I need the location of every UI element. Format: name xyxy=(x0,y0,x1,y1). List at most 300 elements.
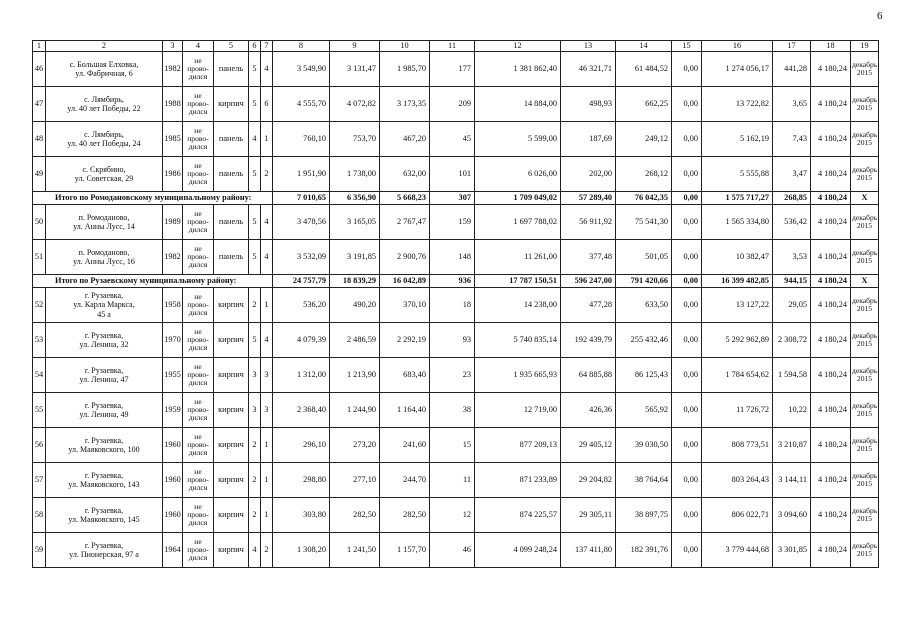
table-cell: 498,93 xyxy=(561,87,616,122)
table-cell: 47 xyxy=(33,87,46,122)
address-cell: г. Рузаевка, ул. Карла Маркса, 45 а xyxy=(46,288,163,323)
column-number-cell: 12 xyxy=(475,41,561,52)
column-number-cell: 17 xyxy=(773,41,811,52)
table-cell: 46 xyxy=(33,52,46,87)
table-cell: 75 541,30 xyxy=(616,205,672,240)
table-cell: 0,00 xyxy=(672,87,702,122)
table-cell: 5 xyxy=(249,87,261,122)
table-row xyxy=(33,240,879,275)
table-cell: 4 180,24 xyxy=(811,122,851,157)
column-number-row xyxy=(33,41,879,52)
table-cell: 2 xyxy=(249,463,261,498)
table-cell: кирпич xyxy=(214,463,249,498)
column-number-cell: 8 xyxy=(273,41,330,52)
table-cell: 137 411,80 xyxy=(561,533,616,568)
table-cell: 377,48 xyxy=(561,240,616,275)
table-cell: 58 xyxy=(33,498,46,533)
table-cell: 3 xyxy=(261,393,273,428)
table-cell: 53 xyxy=(33,323,46,358)
table-cell: 148 xyxy=(430,240,475,275)
table-cell: 12 719,00 xyxy=(475,393,561,428)
table-cell: 5 740 835,14 xyxy=(475,323,561,358)
table-cell: панель xyxy=(214,52,249,87)
table-cell: 1 241,50 xyxy=(330,533,380,568)
table-row xyxy=(33,498,879,533)
table-cell: 6 026,00 xyxy=(475,157,561,192)
table-cell: 4 180,24 xyxy=(811,288,851,323)
table-cell: 1986 xyxy=(163,157,183,192)
table-cell: 0,00 xyxy=(672,498,702,533)
table-cell: 2 xyxy=(261,533,273,568)
table-cell: 467,20 xyxy=(380,122,430,157)
table-cell: 2 xyxy=(249,428,261,463)
table-cell: 1 308,20 xyxy=(273,533,330,568)
table-cell: 38 897,75 xyxy=(616,498,672,533)
table-row xyxy=(33,358,879,393)
table-cell: 56 xyxy=(33,428,46,463)
table-cell: не прово- дился xyxy=(183,323,214,358)
table-cell: 10 382,47 xyxy=(702,240,773,275)
table-cell: 4 079,39 xyxy=(273,323,330,358)
table-cell: декабрь 2015 xyxy=(851,533,879,568)
total-cell: 0,00 xyxy=(672,275,702,288)
table-cell: кирпич xyxy=(214,323,249,358)
table-cell: 3 173,35 xyxy=(380,87,430,122)
total-cell: 4 180,24 xyxy=(811,275,851,288)
table-cell: 3 532,09 xyxy=(273,240,330,275)
table-cell: 5 292 962,89 xyxy=(702,323,773,358)
table-cell: 61 484,52 xyxy=(616,52,672,87)
table-cell: 4 180,24 xyxy=(811,393,851,428)
table-cell: 282,50 xyxy=(330,498,380,533)
table-cell: 38 764,64 xyxy=(616,463,672,498)
table-cell: 4 180,24 xyxy=(811,52,851,87)
table-cell: 29 405,12 xyxy=(561,428,616,463)
address-cell: г. Рузаевка, ул. Пионерская, 97 а xyxy=(46,533,163,568)
table-cell: 4 180,24 xyxy=(811,240,851,275)
table-cell: 48 xyxy=(33,122,46,157)
table-cell: декабрь 2015 xyxy=(851,358,879,393)
table-cell: 1 594,58 xyxy=(773,358,811,393)
column-number-cell: 6 xyxy=(249,41,261,52)
table-cell: 249,12 xyxy=(616,122,672,157)
table-cell: 209 xyxy=(430,87,475,122)
address-cell: г. Рузаевка, ул. Ленина, 49 xyxy=(46,393,163,428)
total-cell: 24 757,79 xyxy=(273,275,330,288)
table-cell: 38 xyxy=(430,393,475,428)
table-cell: 3 xyxy=(249,393,261,428)
housing-repair-table xyxy=(32,40,879,568)
table-cell: 1 784 654,62 xyxy=(702,358,773,393)
table-cell: 5 599,00 xyxy=(475,122,561,157)
table-cell: 11 726,72 xyxy=(702,393,773,428)
table-cell: 877 209,13 xyxy=(475,428,561,463)
table-cell: панель xyxy=(214,157,249,192)
table-cell: 4 180,24 xyxy=(811,205,851,240)
table-cell: 11 261,00 xyxy=(475,240,561,275)
table-cell: 2 308,72 xyxy=(773,323,811,358)
table-cell: 536,20 xyxy=(273,288,330,323)
table-cell: 0,00 xyxy=(672,205,702,240)
column-number-cell: 4 xyxy=(183,41,214,52)
table-cell: 3 131,47 xyxy=(330,52,380,87)
table-cell: 370,10 xyxy=(380,288,430,323)
table-cell: 3 191,85 xyxy=(330,240,380,275)
table-cell: 86 125,43 xyxy=(616,358,672,393)
table-cell: 1 951,90 xyxy=(273,157,330,192)
table-body xyxy=(33,41,879,568)
table-cell: 7,43 xyxy=(773,122,811,157)
column-number-cell: 16 xyxy=(702,41,773,52)
table-cell: декабрь 2015 xyxy=(851,463,879,498)
total-cell: 0,00 xyxy=(672,192,702,205)
table-cell: 3 478,56 xyxy=(273,205,330,240)
table-cell: не прово- дился xyxy=(183,288,214,323)
table-cell: 5 xyxy=(249,205,261,240)
table-cell: 52 xyxy=(33,288,46,323)
column-number-cell: 15 xyxy=(672,41,702,52)
table-cell: не прово- дился xyxy=(183,157,214,192)
table-cell: 1970 xyxy=(163,323,183,358)
table-cell: не прово- дился xyxy=(183,122,214,157)
table-cell: 4 180,24 xyxy=(811,498,851,533)
table-row xyxy=(33,428,879,463)
address-cell: с. Большая Елховка, ул. Фабричная, 6 xyxy=(46,52,163,87)
table-cell: 4 xyxy=(249,533,261,568)
address-cell: с. Скрябино, ул. Советская, 29 xyxy=(46,157,163,192)
table-cell: 0,00 xyxy=(672,122,702,157)
table-cell: 55 xyxy=(33,393,46,428)
table-cell: 3 549,90 xyxy=(273,52,330,87)
table-cell: декабрь 2015 xyxy=(851,393,879,428)
table-cell: 536,42 xyxy=(773,205,811,240)
table-cell: 803 264,43 xyxy=(702,463,773,498)
table-cell: 4 xyxy=(249,122,261,157)
table-cell: 633,50 xyxy=(616,288,672,323)
table-cell: 268,12 xyxy=(616,157,672,192)
table-cell: 46 321,71 xyxy=(561,52,616,87)
table-row xyxy=(33,52,879,87)
table-cell: 5 xyxy=(249,52,261,87)
table-cell: 1 xyxy=(261,428,273,463)
total-cell: 57 289,40 xyxy=(561,192,616,205)
table-cell: 0,00 xyxy=(672,358,702,393)
table-cell: 662,25 xyxy=(616,87,672,122)
column-number-cell: 7 xyxy=(261,41,273,52)
total-cell: 1 575 717,27 xyxy=(702,192,773,205)
table-cell: 4 180,24 xyxy=(811,463,851,498)
table-cell: 3,65 xyxy=(773,87,811,122)
table-cell: 753,70 xyxy=(330,122,380,157)
table-cell: 12 xyxy=(430,498,475,533)
table-cell: кирпич xyxy=(214,358,249,393)
table-cell: 15 xyxy=(430,428,475,463)
table-cell: 1964 xyxy=(163,533,183,568)
column-number-cell: 14 xyxy=(616,41,672,52)
table-cell: 192 439,79 xyxy=(561,323,616,358)
total-cell: X xyxy=(851,192,879,205)
table-cell: 4 xyxy=(261,52,273,87)
table-cell: декабрь 2015 xyxy=(851,323,879,358)
table-cell: 3 165,05 xyxy=(330,205,380,240)
table-cell: 244,70 xyxy=(380,463,430,498)
table-cell: декабрь 2015 xyxy=(851,52,879,87)
table-cell: кирпич xyxy=(214,498,249,533)
table-cell: 4 180,24 xyxy=(811,358,851,393)
table-cell: 45 xyxy=(430,122,475,157)
table-cell: 806 022,71 xyxy=(702,498,773,533)
table-cell: 14 238,00 xyxy=(475,288,561,323)
table-cell: 1 244,90 xyxy=(330,393,380,428)
table-cell: 3 301,85 xyxy=(773,533,811,568)
table-cell: 14 884,00 xyxy=(475,87,561,122)
table-cell: 29 305,11 xyxy=(561,498,616,533)
table-cell: 39 030,50 xyxy=(616,428,672,463)
address-cell: г. Рузаевка, ул. Маяковского, 100 xyxy=(46,428,163,463)
total-cell: 76 042,35 xyxy=(616,192,672,205)
table-cell: 59 xyxy=(33,533,46,568)
table-cell: 871 233,89 xyxy=(475,463,561,498)
table-cell: 2 xyxy=(249,498,261,533)
table-cell: 1988 xyxy=(163,87,183,122)
column-number-cell: 2 xyxy=(46,41,163,52)
table-cell: 3,47 xyxy=(773,157,811,192)
table-cell: 49 xyxy=(33,157,46,192)
table-cell: 4 099 248,24 xyxy=(475,533,561,568)
table-row xyxy=(33,288,879,323)
table-row xyxy=(33,205,879,240)
table-cell: кирпич xyxy=(214,533,249,568)
district-total-row xyxy=(33,192,879,205)
table-cell: 282,50 xyxy=(380,498,430,533)
table-cell: 10,22 xyxy=(773,393,811,428)
table-cell: 23 xyxy=(430,358,475,393)
table-cell: 1 738,00 xyxy=(330,157,380,192)
table-cell: 0,00 xyxy=(672,52,702,87)
table-cell: 298,80 xyxy=(273,463,330,498)
table-cell: не прово- дился xyxy=(183,52,214,87)
table-cell: 3 779 444,68 xyxy=(702,533,773,568)
table-row xyxy=(33,87,879,122)
table-cell: 159 xyxy=(430,205,475,240)
table-cell: 273,20 xyxy=(330,428,380,463)
table-cell: 565,92 xyxy=(616,393,672,428)
table-cell: 46 xyxy=(430,533,475,568)
column-number-cell: 19 xyxy=(851,41,879,52)
table-cell: 4 072,82 xyxy=(330,87,380,122)
table-cell: 3 xyxy=(261,358,273,393)
table-cell: 93 xyxy=(430,323,475,358)
table-cell: 1955 xyxy=(163,358,183,393)
table-cell: 4 xyxy=(261,240,273,275)
table-cell: 4 xyxy=(261,323,273,358)
table-cell: 13 722,82 xyxy=(702,87,773,122)
total-cell: 944,15 xyxy=(773,275,811,288)
table-cell: декабрь 2015 xyxy=(851,122,879,157)
column-number-cell: 10 xyxy=(380,41,430,52)
table-cell: декабрь 2015 xyxy=(851,240,879,275)
total-cell: 936 xyxy=(430,275,475,288)
table-cell: 3 xyxy=(249,358,261,393)
table-cell: 3 144,11 xyxy=(773,463,811,498)
column-number-cell: 3 xyxy=(163,41,183,52)
table-cell: 760,10 xyxy=(273,122,330,157)
table-cell: 2 xyxy=(249,288,261,323)
address-cell: с. Лямбирь, ул. 40 лет Победы, 22 xyxy=(46,87,163,122)
table-cell: 1958 xyxy=(163,288,183,323)
table-cell: 202,00 xyxy=(561,157,616,192)
table-cell: 0,00 xyxy=(672,533,702,568)
table-cell: 2 xyxy=(261,157,273,192)
table-cell: 1960 xyxy=(163,463,183,498)
table-cell: 0,00 xyxy=(672,463,702,498)
table-cell: 808 773,51 xyxy=(702,428,773,463)
table-cell: 1982 xyxy=(163,52,183,87)
table-cell: не прово- дился xyxy=(183,428,214,463)
table-cell: декабрь 2015 xyxy=(851,205,879,240)
total-cell: 5 668,23 xyxy=(380,192,430,205)
page-number: 6 xyxy=(877,10,883,22)
table-cell: 1 xyxy=(261,463,273,498)
total-cell: 4 180,24 xyxy=(811,192,851,205)
table-cell: 2 767,47 xyxy=(380,205,430,240)
table-cell: 4 180,24 xyxy=(811,87,851,122)
table-row xyxy=(33,323,879,358)
table-cell: панель xyxy=(214,240,249,275)
table-cell: 632,00 xyxy=(380,157,430,192)
table-cell: не прово- дился xyxy=(183,205,214,240)
table-cell: 477,28 xyxy=(561,288,616,323)
table-cell: 3 094,60 xyxy=(773,498,811,533)
table-cell: 683,40 xyxy=(380,358,430,393)
table-cell: 4 180,24 xyxy=(811,533,851,568)
table-cell: 1959 xyxy=(163,393,183,428)
table-cell: 50 xyxy=(33,205,46,240)
table-cell: кирпич xyxy=(214,288,249,323)
table-cell: не прово- дился xyxy=(183,240,214,275)
table-cell: 5 xyxy=(249,240,261,275)
table-cell: 1982 xyxy=(163,240,183,275)
table-cell: 874 225,57 xyxy=(475,498,561,533)
address-cell: г. Рузаевка, ул. Маяковского, 143 xyxy=(46,463,163,498)
table-cell: 4 180,24 xyxy=(811,157,851,192)
address-cell: г. Рузаевка, ул. Маяковского, 145 xyxy=(46,498,163,533)
address-cell: п. Ромоданово, ул. Анны Лусс, 16 xyxy=(46,240,163,275)
table-cell: декабрь 2015 xyxy=(851,428,879,463)
table-cell: панель xyxy=(214,205,249,240)
table-cell: не прово- дился xyxy=(183,358,214,393)
table-cell: 1985 xyxy=(163,122,183,157)
table-cell: 2 292,19 xyxy=(380,323,430,358)
column-number-cell: 13 xyxy=(561,41,616,52)
table-cell: 5 xyxy=(249,157,261,192)
table-cell: 182 391,76 xyxy=(616,533,672,568)
table-row xyxy=(33,393,879,428)
table-row xyxy=(33,157,879,192)
table-cell: 1 274 056,17 xyxy=(702,52,773,87)
table-cell: 0,00 xyxy=(672,288,702,323)
table-cell: 64 885,88 xyxy=(561,358,616,393)
table-cell: 1 312,00 xyxy=(273,358,330,393)
table-cell: не прово- дился xyxy=(183,87,214,122)
column-number-cell: 11 xyxy=(430,41,475,52)
total-cell: 18 839,29 xyxy=(330,275,380,288)
table-cell: 277,10 xyxy=(330,463,380,498)
table-cell: 490,20 xyxy=(330,288,380,323)
address-cell: п. Ромоданово, ул. Анны Лусс, 14 xyxy=(46,205,163,240)
table-cell: 5 162,19 xyxy=(702,122,773,157)
table-cell: 187,69 xyxy=(561,122,616,157)
district-total-label: Итого по Рузаевскому муниципальному району: xyxy=(33,275,273,288)
total-cell: 307 xyxy=(430,192,475,205)
table-cell: 51 xyxy=(33,240,46,275)
column-number-cell: 9 xyxy=(330,41,380,52)
table-cell: 1 985,70 xyxy=(380,52,430,87)
table-cell: 29 204,82 xyxy=(561,463,616,498)
table-cell: 1960 xyxy=(163,498,183,533)
table-cell: 2 368,40 xyxy=(273,393,330,428)
table-cell: 1960 xyxy=(163,428,183,463)
address-cell: г. Рузаевка, ул. Ленина, 32 xyxy=(46,323,163,358)
total-cell: 268,85 xyxy=(773,192,811,205)
column-number-cell: 18 xyxy=(811,41,851,52)
table-cell: 1 164,40 xyxy=(380,393,430,428)
address-cell: с. Лямбирь, ул. 40 лет Победы, 24 xyxy=(46,122,163,157)
table-cell: 4 180,24 xyxy=(811,428,851,463)
table-cell: 4 180,24 xyxy=(811,323,851,358)
table-cell: декабрь 2015 xyxy=(851,288,879,323)
table-cell: 1989 xyxy=(163,205,183,240)
address-cell: г. Рузаевка, ул. Ленина, 47 xyxy=(46,358,163,393)
table-cell: 4 555,70 xyxy=(273,87,330,122)
total-cell: 1 709 049,02 xyxy=(475,192,561,205)
table-cell: 501,05 xyxy=(616,240,672,275)
table-cell: не прово- дился xyxy=(183,533,214,568)
column-number-cell: 5 xyxy=(214,41,249,52)
district-total-row xyxy=(33,275,879,288)
table-cell: 54 xyxy=(33,358,46,393)
table-cell: 11 xyxy=(430,463,475,498)
table-cell: 5 xyxy=(249,323,261,358)
table-cell: не прово- дился xyxy=(183,393,214,428)
table-row xyxy=(33,463,879,498)
table-cell: кирпич xyxy=(214,428,249,463)
table-cell: декабрь 2015 xyxy=(851,157,879,192)
table-cell: 241,60 xyxy=(380,428,430,463)
table-cell: не прово- дился xyxy=(183,463,214,498)
table-cell: 0,00 xyxy=(672,157,702,192)
table-cell: 101 xyxy=(430,157,475,192)
total-cell: 17 787 150,51 xyxy=(475,275,561,288)
column-number-cell: 1 xyxy=(33,41,46,52)
table-cell: 57 xyxy=(33,463,46,498)
total-cell: 6 356,90 xyxy=(330,192,380,205)
table-cell: 303,80 xyxy=(273,498,330,533)
table-cell: 0,00 xyxy=(672,393,702,428)
table-cell: 0,00 xyxy=(672,323,702,358)
table-cell: 426,36 xyxy=(561,393,616,428)
table-cell: 3 210,87 xyxy=(773,428,811,463)
table-cell: 56 911,92 xyxy=(561,205,616,240)
table-cell: 441,28 xyxy=(773,52,811,87)
table-cell: кирпич xyxy=(214,87,249,122)
total-cell: 16 042,89 xyxy=(380,275,430,288)
table-cell: 1 935 665,93 xyxy=(475,358,561,393)
table-cell: 1 381 862,40 xyxy=(475,52,561,87)
table-cell: 1 697 788,02 xyxy=(475,205,561,240)
total-cell: X xyxy=(851,275,879,288)
table-cell: 0,00 xyxy=(672,428,702,463)
